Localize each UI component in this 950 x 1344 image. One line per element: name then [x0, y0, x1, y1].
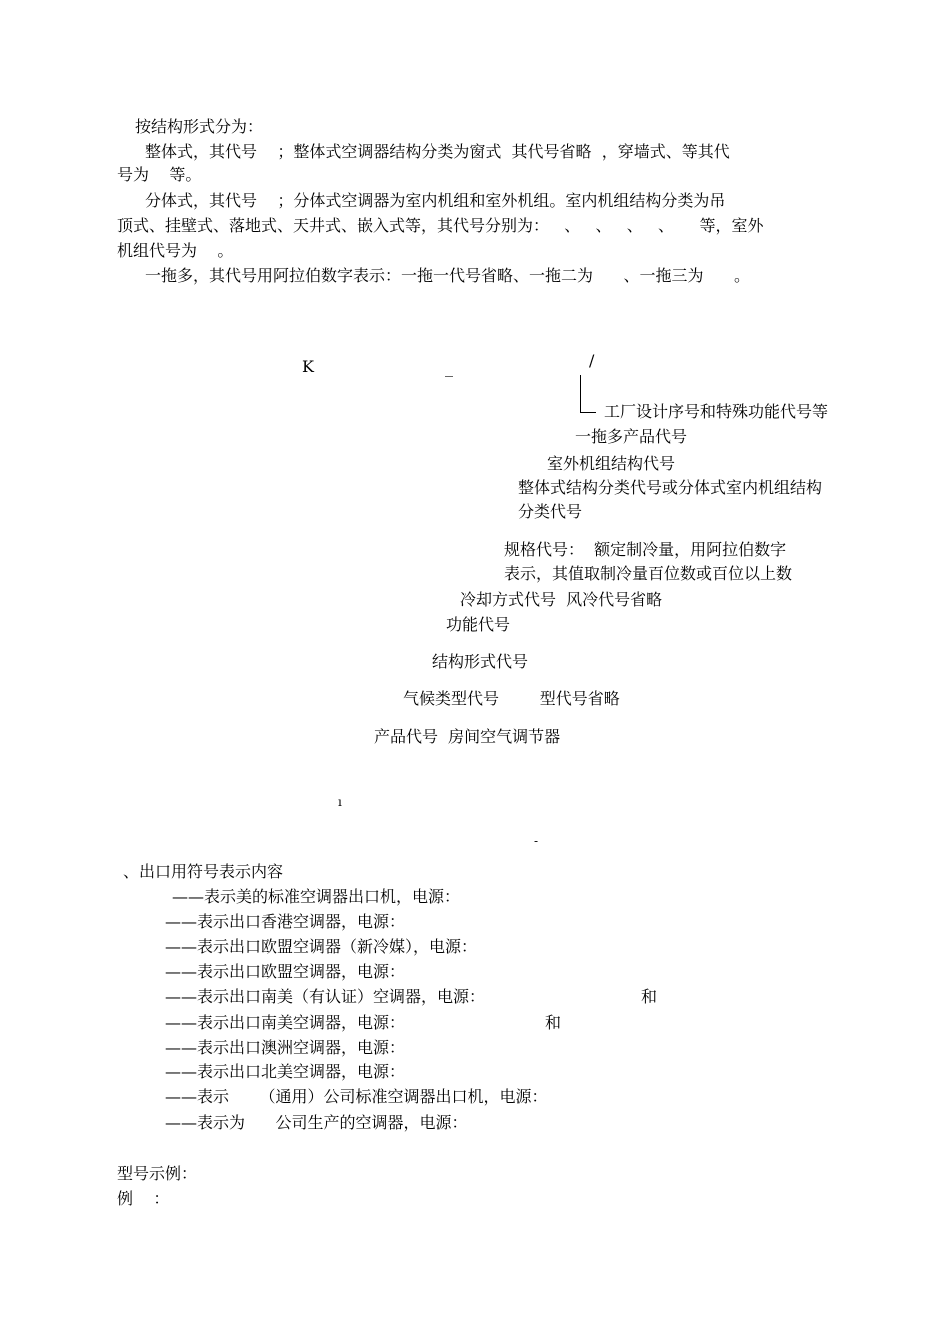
- example-heading: 型号示例：: [117, 1164, 198, 1183]
- intro-heading: 按结构形式分为：: [135, 117, 264, 136]
- diagram-label-structure: 结构形式代号: [432, 652, 529, 671]
- export-item-10: ——表示为 公司生产的空调器，电源：: [165, 1113, 468, 1132]
- export-item-7: ——表示出口澳洲空调器，电源：: [165, 1038, 406, 1057]
- diagram-label-struct-line2: 分类代号: [518, 502, 583, 521]
- diagram-label-spec-line1: 规格代号： 额定制冷量，用阿拉伯数字: [504, 540, 787, 559]
- export-item-8: ——表示出口北美空调器，电源：: [165, 1062, 406, 1081]
- diagram-bracket-vertical: [580, 375, 581, 413]
- export-item-9: ——表示 （通用）公司标准空调器出口机，电源：: [165, 1087, 548, 1106]
- diagram-symbol-k: K: [302, 357, 314, 376]
- diagram-label-spec-line2: 表示，其值取制冷量百位数或百位以上数: [504, 564, 793, 583]
- diagram-label-outdoor: 室外机组结构代号: [547, 454, 676, 473]
- diagram-bracket-horizontal: [580, 412, 596, 413]
- intro-para2-line3: 机组代号为 。: [117, 241, 234, 260]
- export-heading: 、出口用符号表示内容: [123, 862, 284, 881]
- intro-para1-line2: 号为 等。: [117, 165, 202, 184]
- export-item-4: ——表示出口欧盟空调器，电源：: [165, 962, 406, 981]
- export-item-5-and: 和: [641, 987, 658, 1006]
- export-item-3: ——表示出口欧盟空调器（新冷媒），电源：: [165, 937, 478, 956]
- diagram-label-multi: 一拖多产品代号: [575, 427, 688, 446]
- intro-para1-line1: 整体式，其代号 ；整体式空调器结构分类为窗式 其代号省略 ，穿墙式、等其代: [145, 142, 730, 161]
- diagram-label-climate: 气候类型代号 型代号省略: [403, 689, 620, 708]
- export-item-2: ——表示出口香港空调器，电源：: [165, 912, 406, 931]
- diagram-label-product: 产品代号 房间空气调节器: [374, 727, 561, 746]
- diagram-mark-small-1: ı: [338, 795, 342, 809]
- diagram-label-cooling: 冷却方式代号 风冷代号省略: [460, 590, 663, 609]
- intro-para2-line1: 分体式，其代号 ；分体式空调器为室内机组和室外机组。室内机组结构分类为吊: [145, 191, 726, 210]
- diagram-label-struct-line1: 整体式结构分类代号或分体式室内机组结构: [518, 478, 823, 497]
- export-item-6: ——表示出口南美空调器，电源：: [165, 1013, 406, 1032]
- diagram-label-factory: 工厂设计序号和特殊功能代号等: [604, 402, 829, 421]
- export-item-5: ——表示出口南美（有认证）空调器，电源：: [165, 987, 486, 1006]
- intro-para2-line2: 顶式、挂壁式、落地式、天井式、嵌入式等，其代号分别为： 、 、 、 、 等，室外: [117, 216, 764, 235]
- intro-para3: 一拖多，其代号用阿拉伯数字表示：一拖一代号省略、一拖二为 、一拖三为 。: [145, 266, 751, 285]
- export-item-1: ——表示美的标准空调器出口机，电源：: [172, 887, 461, 906]
- diagram-symbol-slash: /: [589, 351, 595, 370]
- diagram-symbol-dash: _: [445, 358, 453, 377]
- diagram-mark-small-2: -: [534, 834, 539, 848]
- example-label: 例 ：: [117, 1189, 170, 1208]
- export-item-6-and: 和: [545, 1013, 562, 1032]
- diagram-label-function: 功能代号: [446, 615, 511, 634]
